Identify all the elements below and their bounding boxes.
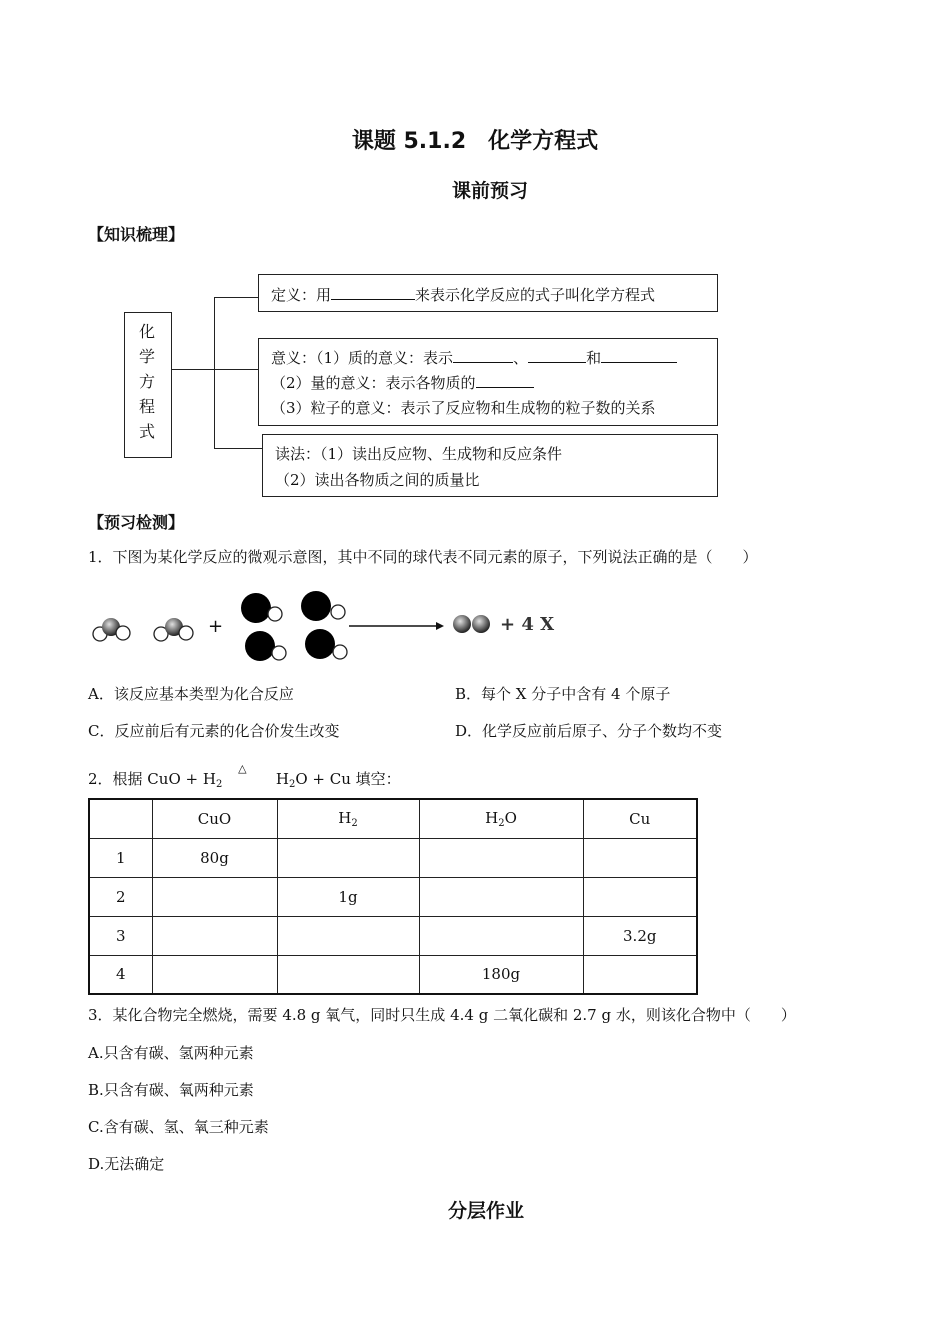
cell-cu[interactable]: [583, 838, 697, 877]
row-number: 1: [89, 838, 152, 877]
q1-option-a[interactable]: A．该反应基本类型为化合反应: [88, 685, 294, 703]
cell-h2[interactable]: 1g: [277, 877, 419, 916]
table-row: [89, 916, 697, 955]
check-heading: 【预习检测】: [88, 513, 185, 532]
q2-sub-2: 2: [288, 779, 296, 790]
cell-cu[interactable]: [583, 955, 697, 994]
cell-h2o[interactable]: [419, 916, 583, 955]
header-cu: Cu: [583, 799, 697, 838]
section-subtitle-preview: 课前预习: [451, 180, 528, 202]
q2-mid: H: [275, 770, 289, 788]
table-header-row: [89, 799, 697, 838]
q2-prefix: 2．根据 CuO + H: [88, 770, 216, 788]
connector-definition: [214, 297, 259, 298]
meaning-blank-4[interactable]: [476, 374, 534, 388]
root-char-1: 化: [138, 322, 155, 341]
reactant-molecule-2: [154, 618, 193, 641]
q1-option-c[interactable]: C．反应前后有元素的化合价发生改变: [88, 722, 340, 740]
cell-cuo[interactable]: 80g: [152, 838, 277, 877]
cell-h2[interactable]: [277, 916, 419, 955]
reactant-molecule-1: [93, 618, 130, 641]
connector-reading: [214, 448, 262, 449]
header-h2-sub: 2: [351, 817, 358, 829]
row-number: 3: [89, 916, 152, 955]
q3-option-c[interactable]: C.含有碳、氢、氧三种元素: [88, 1118, 269, 1136]
root-char-2: 学: [138, 347, 155, 366]
reading-box: [262, 434, 718, 497]
table-row: [89, 838, 697, 877]
meaning-line-1: [271, 347, 677, 368]
reading-line-1: 读法：（1）读出反应物、生成物和反应条件: [275, 445, 563, 463]
q3-option-a[interactable]: A.只含有碳、氢两种元素: [88, 1044, 254, 1062]
row-number: 2: [89, 877, 152, 916]
cell-h2[interactable]: [277, 838, 419, 877]
q2-condition: [227, 762, 271, 788]
root-char-4: 程: [138, 397, 155, 416]
meaning-blank-3[interactable]: [601, 349, 677, 363]
header-h2o-h: H: [485, 808, 499, 827]
header-h2o-o: O: [504, 808, 517, 827]
definition-prefix: 定义：用: [271, 286, 332, 304]
cell-cuo[interactable]: [152, 916, 277, 955]
reactant-molecule-5: [245, 631, 286, 661]
cell-cu[interactable]: 3.2g: [583, 916, 697, 955]
meaning-blank-2[interactable]: [528, 349, 586, 363]
meaning-sep-2: 和: [586, 349, 602, 367]
connector-trunk: [214, 297, 215, 449]
definition-box: [258, 274, 718, 312]
header-h2o-sub: 2: [498, 817, 505, 829]
header-corner: [89, 799, 152, 838]
knowledge-heading: 【知识梳理】: [88, 225, 185, 244]
table-row: [89, 955, 697, 994]
reactant-molecule-6: [305, 629, 347, 659]
meaning-box: [258, 338, 718, 426]
cell-cuo[interactable]: [152, 955, 277, 994]
meaning-line-2: [271, 372, 534, 393]
definition-text: [271, 284, 655, 305]
product-label: + 4 X: [500, 614, 555, 635]
cell-h2o[interactable]: [419, 877, 583, 916]
q2-table: [88, 798, 698, 995]
reaction-arrow-head: [436, 622, 444, 630]
cell-cuo[interactable]: [152, 877, 277, 916]
meaning-sep-1: 、: [513, 349, 529, 367]
q1-option-b[interactable]: B．每个 X 分子中含有 4 个原子: [455, 685, 671, 703]
reactant-molecule-3: [241, 593, 282, 623]
cell-h2o[interactable]: [419, 838, 583, 877]
cell-h2[interactable]: [277, 955, 419, 994]
header-h2o: [419, 799, 583, 838]
root-char-3: 方: [138, 372, 155, 391]
q2-stem: [88, 762, 401, 790]
meaning-line-3: （3）粒子的意义：表示了反应物和生成物的粒子数的关系: [271, 399, 656, 417]
homework-heading: 分层作业: [447, 1200, 524, 1222]
q1-stem: 1．下图为某化学反应的微观示意图，其中不同的球代表不同元素的原子，下列说法正确的是（ ）: [88, 548, 758, 566]
q1-option-d[interactable]: D．化学反应前后原子、分子个数均不变: [455, 722, 723, 740]
header-h2: [277, 799, 419, 838]
q1-molecule-diagram: [84, 584, 564, 666]
meaning-line-2-prefix: （2）量的意义：表示各物质的: [271, 374, 476, 392]
q3-stem: 3．某化合物完全燃烧，需要 4.8 g 氧气，同时只生成 4.4 g 二氧化碳和 2.7 g 水，则该化合物中（ ）: [88, 1006, 796, 1024]
cell-cu[interactable]: [583, 877, 697, 916]
reading-line-2: （2）读出各物质之间的质量比: [275, 471, 480, 489]
definition-blank[interactable]: [331, 286, 415, 300]
row-number: 4: [89, 955, 152, 994]
q2-sub-1: 2: [215, 779, 223, 790]
q1-plus-sign: +: [208, 616, 224, 637]
root-char-5: 式: [138, 422, 155, 441]
q2-suffix: O + Cu 填空：: [295, 770, 401, 788]
q3-option-b[interactable]: B.只含有碳、氧两种元素: [88, 1081, 254, 1099]
connector-root: [172, 369, 215, 370]
cell-h2o[interactable]: 180g: [419, 955, 583, 994]
concept-root-box: [124, 312, 172, 458]
meaning-line-1-prefix: 意义：（1）质的意义：表示: [271, 349, 454, 367]
reactant-molecule-4: [301, 591, 345, 621]
connector-meaning: [214, 369, 259, 370]
header-cuo: CuO: [152, 799, 277, 838]
table-row: [89, 877, 697, 916]
q3-option-d[interactable]: D.无法确定: [88, 1155, 165, 1173]
definition-suffix: 来表示化学反应的式子叫化学方程式: [415, 286, 656, 304]
meaning-blank-1[interactable]: [453, 349, 513, 363]
heat-condition-icon: △: [238, 762, 247, 775]
page-title: 课题 5.1.2 化学方程式: [351, 129, 599, 154]
header-h2-text: H: [338, 808, 352, 827]
product-molecule: [453, 615, 490, 633]
